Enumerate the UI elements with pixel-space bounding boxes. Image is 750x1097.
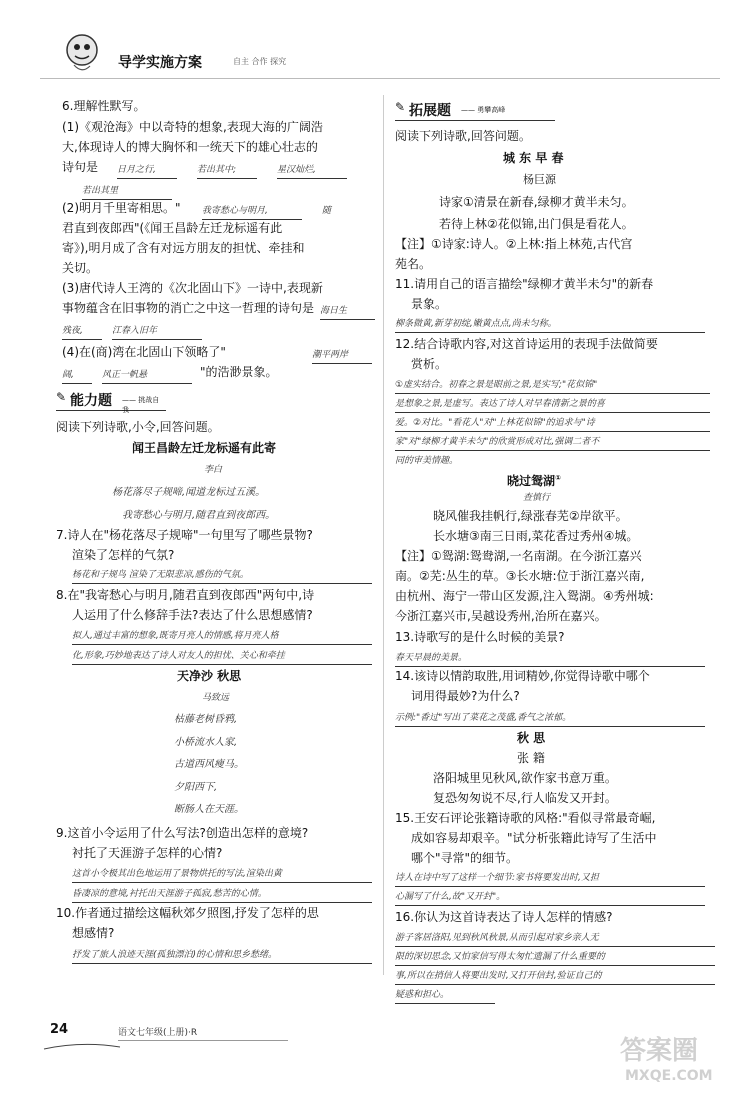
page-number: 24	[50, 1022, 69, 1037]
q11-line2: 景象。	[411, 297, 448, 311]
answer-16-line3: 事,所以在捎信人将要出发时,又打开信封,验证自己的	[395, 968, 715, 985]
poem3-title: 城 东 早 春	[503, 151, 564, 165]
poem4-line1: 晓风催我挂帆行,绿涨春芜②岸欲平。	[433, 509, 628, 523]
answer-6-3b: 残夜,	[62, 323, 102, 340]
answer-6-1c: 星汉灿烂,	[277, 162, 347, 179]
answer-6-3c: 江春入旧年	[112, 323, 202, 340]
poem2-line3: 古道西风瘦马。	[174, 759, 244, 770]
q16: 16.你认为这首诗表达了诗人怎样的情感?	[395, 910, 613, 924]
watermark-logo: 答案圈	[620, 1036, 699, 1066]
header-subtitle: 自主 合作 探究	[233, 57, 287, 66]
poem4-sup: ①	[555, 474, 561, 482]
poem2-line4: 夕阳西下,	[174, 782, 218, 793]
q6-2-line1: (2)明月千里寄相思。"	[62, 201, 181, 215]
answer-6-1a: 日月之行,	[117, 162, 177, 179]
watermark-url: MXQE.COM	[625, 1068, 713, 1084]
q6-title: 6.理解性默写。	[62, 99, 146, 113]
page-number-swoosh	[42, 1036, 122, 1044]
q9-line2: 衬托了天涯游子怎样的心情?	[72, 846, 223, 860]
column-divider	[383, 95, 384, 975]
answer-15-line1: 诗人在诗中写了这样一个细节:家书将要发出时,又担	[395, 870, 705, 887]
q13: 13.诗歌写的是什么时候的美景?	[395, 630, 565, 644]
answer-13: 春天早晨的美景。	[395, 650, 705, 667]
q9-line1: 9.这首小令运用了什么写法?创造出怎样的意境?	[56, 826, 309, 840]
answer-6-1b: 若出其中;	[197, 162, 257, 179]
extension-title: 拓展题	[409, 103, 451, 119]
answer-7: 杨花和子规鸟 渲染了无限悲凉,感伤的气氛。	[72, 567, 372, 584]
answer-6-4b: 阔,	[62, 367, 92, 384]
footer-rule	[118, 1040, 288, 1041]
answer-16-line4: 疑惑和担心。	[395, 987, 495, 1004]
poem4-author: 查慎行	[523, 493, 551, 503]
answer-8-line2: 化,形象,巧妙地表达了诗人对友人的担忧、关心和牵挂	[72, 648, 372, 665]
q14-line1: 14.该诗以情韵取胜,用词精妙,你觉得诗歌中哪个	[395, 669, 650, 683]
q6-2-line3: 寄》),明月成了含有对远方朋友的担忧、牵挂和	[62, 241, 305, 255]
note4-line4: 今浙江嘉兴市,吴越设秀州,治所在嘉兴。	[395, 609, 607, 623]
poem1-line1: 杨花落尽子规啼,闻道龙标过五溪。	[112, 487, 266, 498]
answer-12-line1: ①虚实结合。初春之景是眼前之景,是实写;"花似锦"	[395, 377, 710, 394]
poem3-author: 杨巨源	[523, 173, 556, 186]
poem1-author: 李白	[204, 465, 223, 475]
note4-line1: 【注】①鸳湖:鸳鸯湖,一名南湖。在今浙江嘉兴	[395, 549, 642, 563]
poem3-line1: 诗家①清景在新春,绿柳才黄半未匀。	[439, 195, 634, 209]
note3-line2: 苑名。	[395, 257, 432, 271]
note4-line2: 南。②芜:丛生的草。③长水塘:位于浙江嘉兴南,	[395, 569, 645, 583]
q8-line1: 8.在"我寄愁心与明月,随君直到夜郎西"两句中,诗	[56, 588, 315, 602]
extension-intro: 阅读下列诗歌,回答问题。	[395, 129, 531, 143]
q6-1-line2: 大,体现诗人的博大胸怀和一统天下的雄心壮志的	[62, 140, 318, 154]
poem5-author: 张 籍	[517, 751, 545, 765]
answer-15-line2: 心漏写了什么,故"又开封"。	[395, 889, 705, 906]
answer-10: 抒发了旅人浪迹天涯(孤独漂泊)的心情和思乡愁绪。	[72, 947, 372, 964]
pencil-icon: ✎	[395, 100, 406, 114]
q6-2-line4: 关切。	[62, 261, 99, 275]
answer-14: 示例:"香过"写出了菜花之茂盛,香气之浓郁。	[395, 710, 705, 727]
pencil-icon: ✎	[56, 390, 67, 404]
note4-line3: 由杭州、海宁一带山区发源,注入鸳湖。④秀州城:	[395, 589, 654, 603]
q10-line1: 10.作者通过描绘这幅秋郊夕照图,抒发了怎样的思	[56, 906, 319, 920]
poem3-line2: 若待上林②花似锦,出门俱是看花人。	[439, 217, 634, 231]
q7-line2: 渲染了怎样的气氛?	[72, 548, 175, 562]
poem2-line5: 断肠人在天涯。	[174, 804, 244, 815]
q12-line1: 12.结合诗歌内容,对这首诗运用的表现手法做简要	[395, 337, 658, 351]
q6-2-line2: 君直到夜郎西"(《闻王昌龄左迁龙标遥有此	[62, 221, 283, 235]
answer-12-line4: 家"对"绿柳才黄半未匀"的欣赏形成对比,强调二者不	[395, 434, 710, 451]
answer-12-line5: 同的审美情趣。	[395, 456, 459, 466]
poem4-title-wrap	[507, 470, 561, 489]
answer-6-4c: 风正一帆悬	[102, 367, 192, 384]
answer-6-2a: 我寄愁心与明月,	[202, 203, 302, 220]
q6-1-line1: (1)《观沧海》中以奇特的想象,表现大海的广阔浩	[62, 120, 323, 134]
poem5-title: 秋 思	[517, 731, 546, 745]
answer-6-3a: 海日生	[320, 303, 375, 320]
extension-subtitle: —— 勇攀高峰	[461, 106, 506, 114]
answer-6-1d: 若出其里	[82, 183, 172, 200]
q6-4-line2: "的浩渺景象。	[200, 365, 278, 379]
answer-12-line3: 爱。②对比。"看花人"对"上林花似锦"的追求与"诗	[395, 415, 710, 432]
note3-line1: 【注】①诗家:诗人。②上林:指上林苑,古代宫	[395, 237, 633, 251]
ability-badge	[56, 388, 166, 414]
header-title: 导学实施方案	[118, 55, 202, 71]
poem2-line2: 小桥流水人家,	[174, 737, 238, 748]
answer-9-line1: 这首小令极其出色地运用了景物烘托的写法,渲染出黄	[72, 866, 372, 883]
ability-intro: 阅读下列诗歌,小令,回答问题。	[56, 420, 220, 434]
answer-12-line2: 是想象之景,是虚写。表达了诗人对早春清新之景的喜	[395, 396, 710, 413]
q8-line2: 人运用了什么修辞手法?表达了什么思想感情?	[72, 608, 313, 622]
poem4-title: 晓过鸳湖	[507, 474, 556, 488]
footer-book: 语文七年级(上册)·R	[118, 1028, 198, 1038]
right-column	[395, 0, 725, 1097]
ability-subtitle: —— 挑战自我	[122, 396, 160, 414]
ability-title: 能力题	[70, 393, 112, 409]
poem2-author: 马致远	[202, 693, 230, 703]
q14-line2: 词用得最妙?为什么?	[411, 689, 520, 703]
q6-4-line1: (4)在(商)湾在北固山下领略了"	[62, 345, 226, 359]
poem2-line1: 枯藤老树昏鸦,	[174, 714, 238, 725]
q6-3-line1: (3)唐代诗人王湾的《次北固山下》一诗中,表现新	[62, 281, 323, 295]
answer-6-4a: 潮平两岸	[312, 347, 372, 364]
answer-6-2b: 随	[322, 206, 332, 216]
q7-line1: 7.诗人在"杨花落尽子规啼"一句里写了哪些景物?	[56, 528, 313, 542]
q6-1-line3: 诗句是	[62, 160, 99, 174]
q6-3-line2: 事物蕴含在旧事物的消亡之中这一哲理的诗句是	[62, 301, 315, 315]
poem1-line2: 我寄愁心与明月,随君直到夜郎西。	[122, 510, 276, 521]
q15-line3: 哪个"寻常"的细节。	[411, 851, 519, 865]
q10-line2: 想感情?	[72, 926, 115, 940]
answer-16-line2: 限的深切思念,又怕家信写得太匆忙遗漏了什么重要的	[395, 949, 715, 966]
extension-badge	[395, 98, 555, 121]
poem5-line1: 洛阳城里见秋风,欲作家书意万重。	[433, 771, 617, 785]
poem4-line2: 长水塘③南三日雨,菜花香过秀州④城。	[433, 529, 639, 543]
q12-line2: 赏析。	[411, 357, 448, 371]
answer-11: 柳条微黄,新芽初绽,嫩黄点点,尚未匀称。	[395, 316, 705, 333]
q15-line2: 成如容易却艰辛。"试分析张籍此诗写了生活中	[411, 831, 657, 845]
answer-9-line2: 昏凄凉的意境,衬托出天涯游子孤寂,愁苦的心情。	[72, 886, 372, 903]
q11-line1: 11.请用自己的语言描绘"绿柳才黄半未匀"的新春	[395, 277, 654, 291]
poem5-line2: 复恐匆匆说不尽,行人临发又开封。	[433, 791, 617, 805]
answer-16-line1: 游子客居洛阳,见到秋风秋景,从而引起对家乡亲人无	[395, 930, 715, 947]
poem1-title: 闻王昌龄左迁龙标遥有此寄	[132, 441, 277, 455]
answer-8-line1: 拟人,通过丰富的想象,既寄月亮人的情感,将月亮人格	[72, 628, 372, 645]
q15-line1: 15.王安石评论张籍诗歌的风格:"看似寻常最奇崛,	[395, 811, 656, 825]
poem2-title: 天净沙 秋思	[177, 669, 242, 683]
